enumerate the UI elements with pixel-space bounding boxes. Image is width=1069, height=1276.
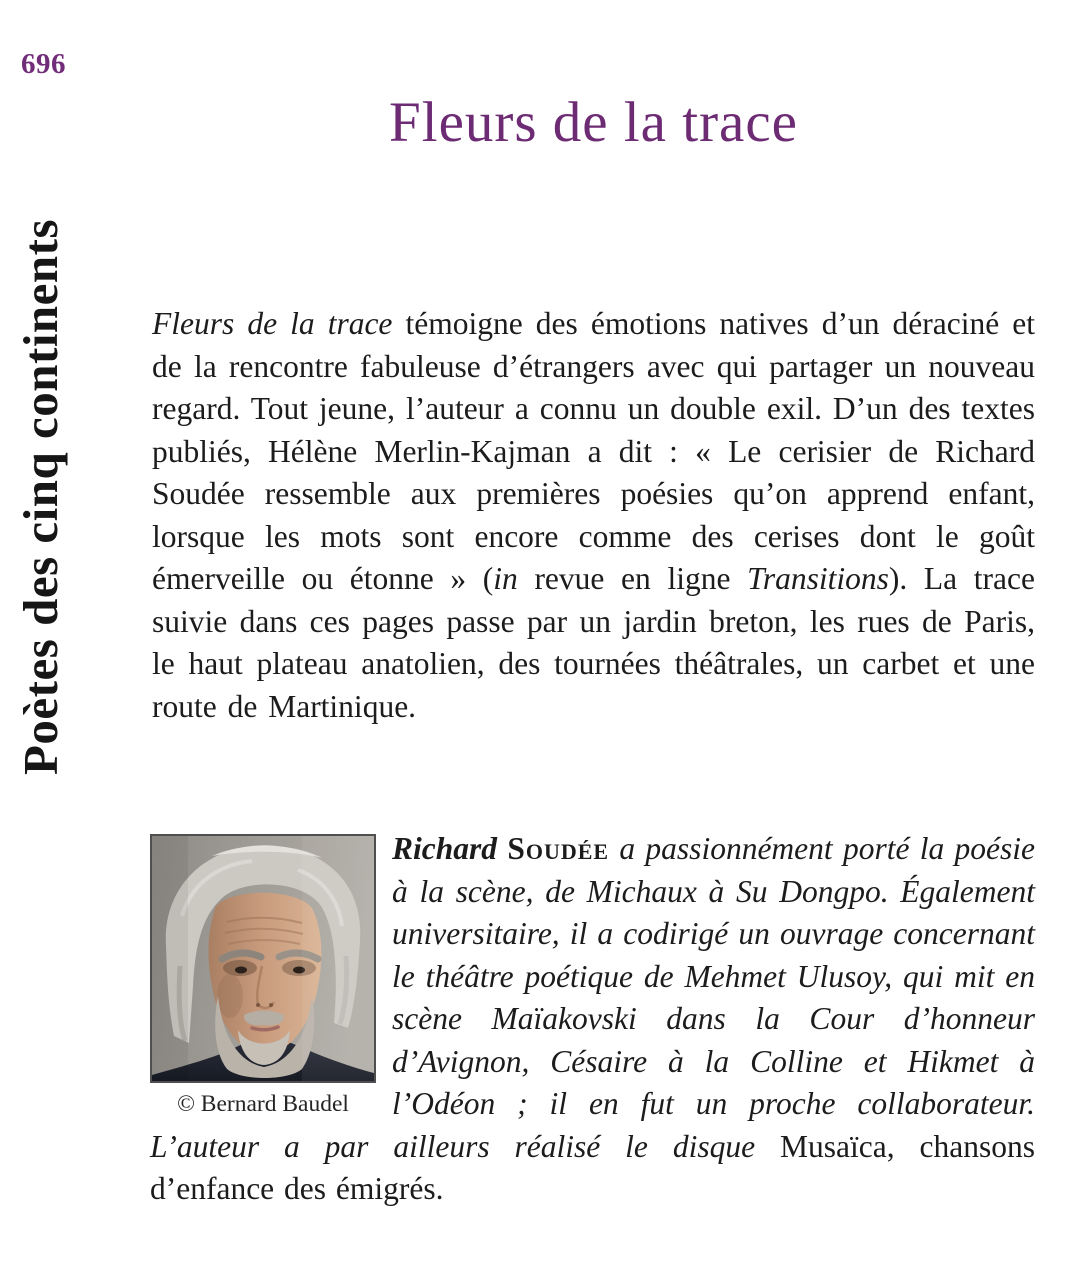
intro-book-title-ref: Fleurs de la trace: [152, 306, 393, 341]
intro-journal-ref: Transitions: [747, 561, 889, 596]
bio-text-roman: Musaïca, chansons d’enfance des émigrés.: [150, 1128, 1035, 1206]
author-first-name: Richard: [392, 831, 498, 866]
intro-italic-in: in: [493, 561, 518, 596]
intro-paragraph: [152, 303, 1035, 728]
author-last-name: Soudée: [507, 831, 610, 866]
author-portrait-photo: [150, 834, 376, 1083]
intro-text-3: ). La trace suivie dans ces pages passe par un jardin breton, les rues de Paris, le haut plateau anatolien, des tournées théâtrales, un carbet et une route de Martinique.: [152, 561, 1035, 724]
page-number: 696: [21, 48, 66, 80]
author-photo-figure: [150, 834, 376, 1119]
intro-text-1: témoigne des émotions natives d’un déraciné et de la rencontre fabuleuse d’étrangers avec qui partager un nouveau regard. Tout jeune, l’auteur a connu un double exil. D’un des textes publiés, Hélène Merlin-Kajman a dit : « Le cerisier de Richard Soudée ressemble aux premières poésies qu’on apprend enfant, lorsque les mots sont encore comme des cerises dont le goût émerveille ou étonne » (: [152, 306, 1035, 596]
bio-section: [150, 828, 1035, 1211]
photo-credit-caption: © Bernard Baudel: [177, 1091, 349, 1117]
page-title: Fleurs de la trace: [389, 91, 798, 154]
collection-sidebar-title: Poètes des cinq continents: [13, 218, 68, 775]
bio-text-italic: a passionnément porté la poésie à la scène, de Michaux à Su Dongpo. Également universitaire, il a codirigé un ouvrage concernant le théâtre poétique de Mehmet Ulusoy, qui mit en scène Maïakovski dans la Cour d’honneur d’Avignon, Césaire à la Colline et Hikmet à l’Odéon ; il en fut un proche collaborateur. L’auteur a par ailleurs réalisé le disque: [150, 831, 1035, 1164]
intro-text-2: revue en ligne: [517, 561, 748, 596]
